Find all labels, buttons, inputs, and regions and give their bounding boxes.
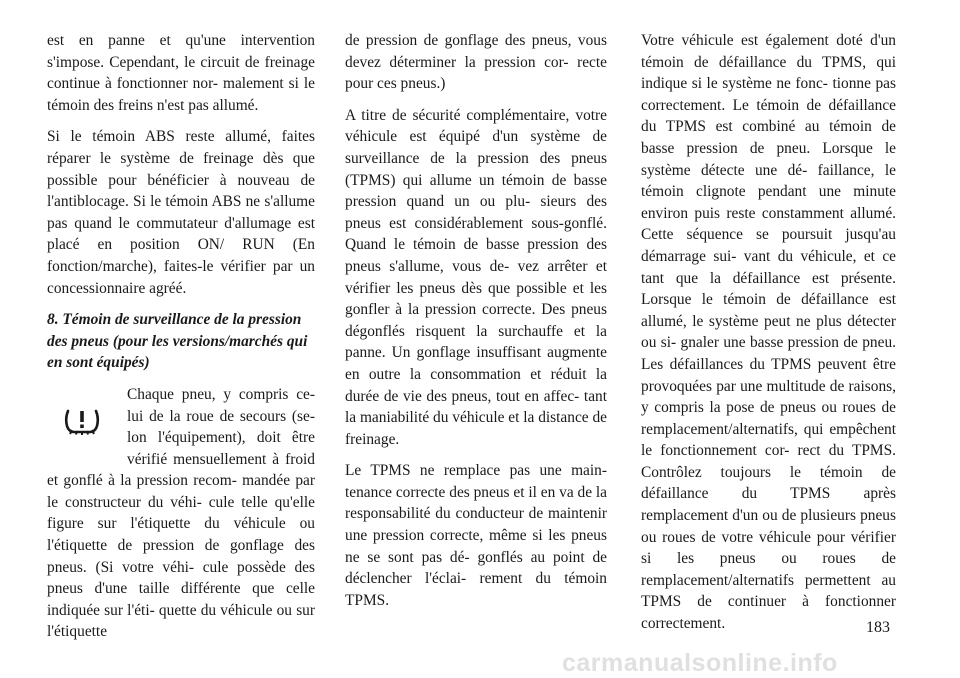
column-left — [47, 30, 315, 653]
paragraph-tpms-malfunction: Votre véhicule est également doté d'un témoin de défaillance du TPMS, qui indique si le système ne fonc- tionne pas correctement. Le témoin de défaillance du TPMS est combiné au témoin de basse pression de pneu. Lorsque le système détecte une dé- faillance, le témoin clignote pendant une minute environ puis reste constamment allumé. Cette séquence se poursuit jusqu'au démarrage sui- vant du véhicule, et ce tant que la défaillance est présente. Lorsque le témoin de défaillance est allumé, le système peut ne plus détecter ou si- gnaler une basse pression de pneu. Les défaillances du TPMS peuvent être provoquées par une multitude de raisons, y compris la pose de pneus ou roues de remplacement/alternatifs, qui empêchent le fonctionnement cor- rect du TPMS. Contrôlez toujours le témoin de défaillance du TPMS après remplacement d'un ou de plusieurs pneus ou roues de votre véhicule pour vérifier si les pneus ou roues de remplacement/alternatifs permettent au TPMS de continuer à fonctionner correctement. — [641, 32, 896, 633]
column-middle — [345, 30, 607, 621]
paragraph-tpms-maintenance: Le TPMS ne remplace pas une main- tenance correcte des pneus et il en va de la responsabilité du conducteur de maintenir une pression correcte, même si les pneus ne se sont pas dé- gonflés au point de déclencher l'éclai- rement du témoin TPMS. — [345, 462, 607, 609]
tpms-warning-icon — [64, 406, 100, 436]
column-right — [641, 30, 896, 645]
page-number: 183 — [866, 619, 890, 636]
paragraph-tpms-safety: A titre de sécurité complémentaire, votre véhicule est équipé d'un système de surveillance de la pression des pneus (TPMS) qui allume un témoin de basse pression quand un ou plu- sieurs des pneus est considérablement sous-gonflé. Quand le témoin de basse pression des pneus s'allume, vous de- vez arrêter et vérifier les pneus dès que possible et les gonfler à la pression correcte. Des pneus dégonflés risquent la surchauffe et la panne. Un gonflage insuffisant augmente en outre la consommation et réduit la durée de vie des pneus, tout en affec- tant la maniabilité du véhicule et la distance de freinage. — [345, 106, 607, 448]
paragraph-abs-warning: Si le témoin ABS reste allumé, faites réparer le système de freinage dès que possible pour bénéficier à nouveau de l'antiblocage. Si le témoin ABS ne s'allume pas quand le commutateur d'allumage est placé en position ON/ RUN (En fonction/marche), faites-le vérifier par un concessionnaire agréé. — [47, 128, 315, 297]
section-heading-tpms: 8. Témoin de surveillance de la pression des pneus (pour les versions/marchés qui en sont équipés) — [47, 311, 308, 372]
paragraph-brake-failure: est en panne et qu'une intervention s'impose. Cependant, le circuit de freinage continue à fonctionner nor- malement si le témoin des freins n'est pas allumé. — [47, 32, 315, 114]
paragraph-tire-check: Chaque pneu, y compris ce- lui de la roue de secours (se- lon l'équipement), doit être vérifié mensuellement à froid et gonflé à la pression recom- mandée par le constructeur du véhi- cule telle qu'elle figure sur l'étiquette du véhicule ou l'étiquette de pression de gonflage des pneus. (Si votre véhi- cule possède des pneus d'une taille différente que celle indiquée sur l'éti- quette du véhicule ou sur l'étiquette — [47, 385, 315, 641]
watermark: carmanualsonline.info — [562, 649, 838, 675]
tpms-icon-container — [47, 384, 127, 466]
paragraph-pressure-label: de pression de gonflage des pneus, vous devez déterminer la pression cor- recte pour ces pneus.) — [345, 32, 607, 93]
